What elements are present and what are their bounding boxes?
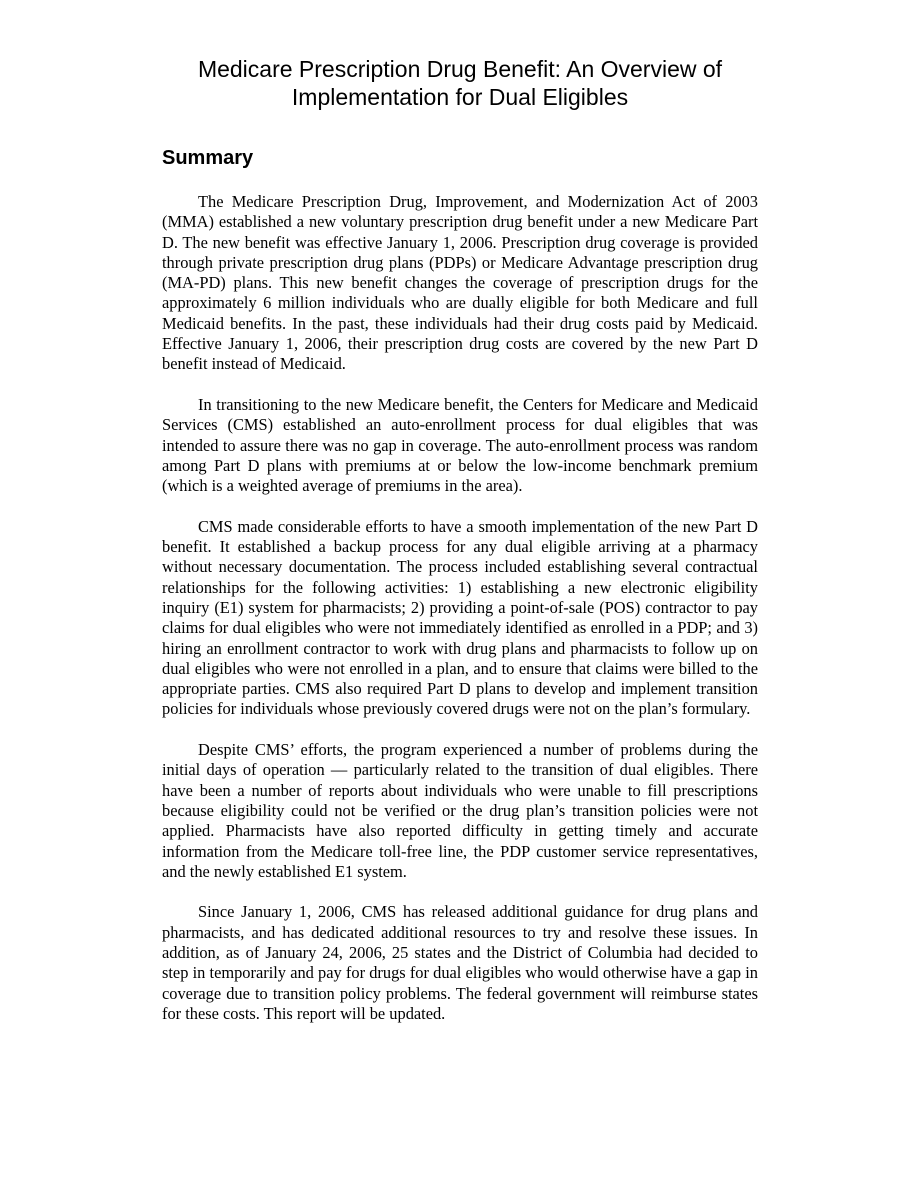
section-heading: Summary: [162, 147, 254, 169]
summary-body: [162, 192, 758, 1044]
summary-paragraph: Despite CMS’ efforts, the program experienced a number of problems during the initial days of operation — particularly related to the transition of dual eligibles. There have been a number of reports about individuals who were unable to fill prescriptions because eligibility could not be verified or the drug plan’s transition policies were not applied. Pharmacists have also reported difficulty in getting timely and accurate information from the Medicare toll-free line, the PDP customer service representatives, and the newly established E1 system.: [162, 740, 758, 881]
document-title-line: Medicare Prescription Drug Benefit: An Overview of: [197, 56, 723, 82]
summary-paragraph: Since January 1, 2006, CMS has released additional guidance for drug plans and pharmacists, and has dedicated additional resources to try and resolve these issues. In addition, as of January 24, 2006, 25 states and the District of Columbia had decided to step in temporarily and pay for drugs for dual eligibles who would otherwise have a gap in coverage due to transition policy problems. The federal government will reimburse states for these costs. This report will be updated.: [162, 902, 758, 1023]
document-title-line: Implementation for Dual Eligibles: [291, 84, 629, 110]
summary-paragraph: In transitioning to the new Medicare benefit, the Centers for Medicare and Medicaid Services (CMS) established an auto-enrollment process for dual eligibles that was intended to assure there was no gap in coverage. The auto-enrollment process was random among Part D plans with premiums at or below the low-income benchmark premium (which is a weighted average of premiums in the area).: [162, 394, 758, 496]
summary-paragraph: CMS made considerable efforts to have a smooth implementation of the new Part D benefit. It established a backup process for any dual eligible arriving at a pharmacy without necessary documentation. The process included establishing several contractual relationships for the following activities: 1) establishing a new electronic eligibility inquiry (E1) system for pharmacists; 2) providing a point-of-sale (POS) contractor to pay claims for dual eligibles who were not immediately identified as enrolled in a PDP; and 3) hiring an enrollment contractor to work with drug plans and pharmacists to follow up on dual eligibles who were not enrolled in a plan, and to ensure that claims were billed to the appropriate parties. CMS also required Part D plans to develop and implement transition policies for individuals whose previously covered drugs were not on the plan’s formulary.: [162, 516, 758, 719]
document-title: [140, 55, 780, 111]
summary-paragraph: The Medicare Prescription Drug, Improvement, and Modernization Act of 2003 (MMA) established a new voluntary prescription drug benefit under a new Medicare Part D. The new benefit was effective January 1, 2006. Prescription drug coverage is provided through private prescription drug plans (PDPs) or Medicare Advantage prescription drug (MA-PD) plans. This new benefit changes the coverage of prescription drugs for the approximately 6 million individuals who are dually eligible for both Medicare and full Medicaid benefits. In the past, these individuals had their drug costs paid by Medicaid. Effective January 1, 2006, their prescription drug costs are covered by the new Part D benefit instead of Medicaid.: [162, 192, 758, 374]
